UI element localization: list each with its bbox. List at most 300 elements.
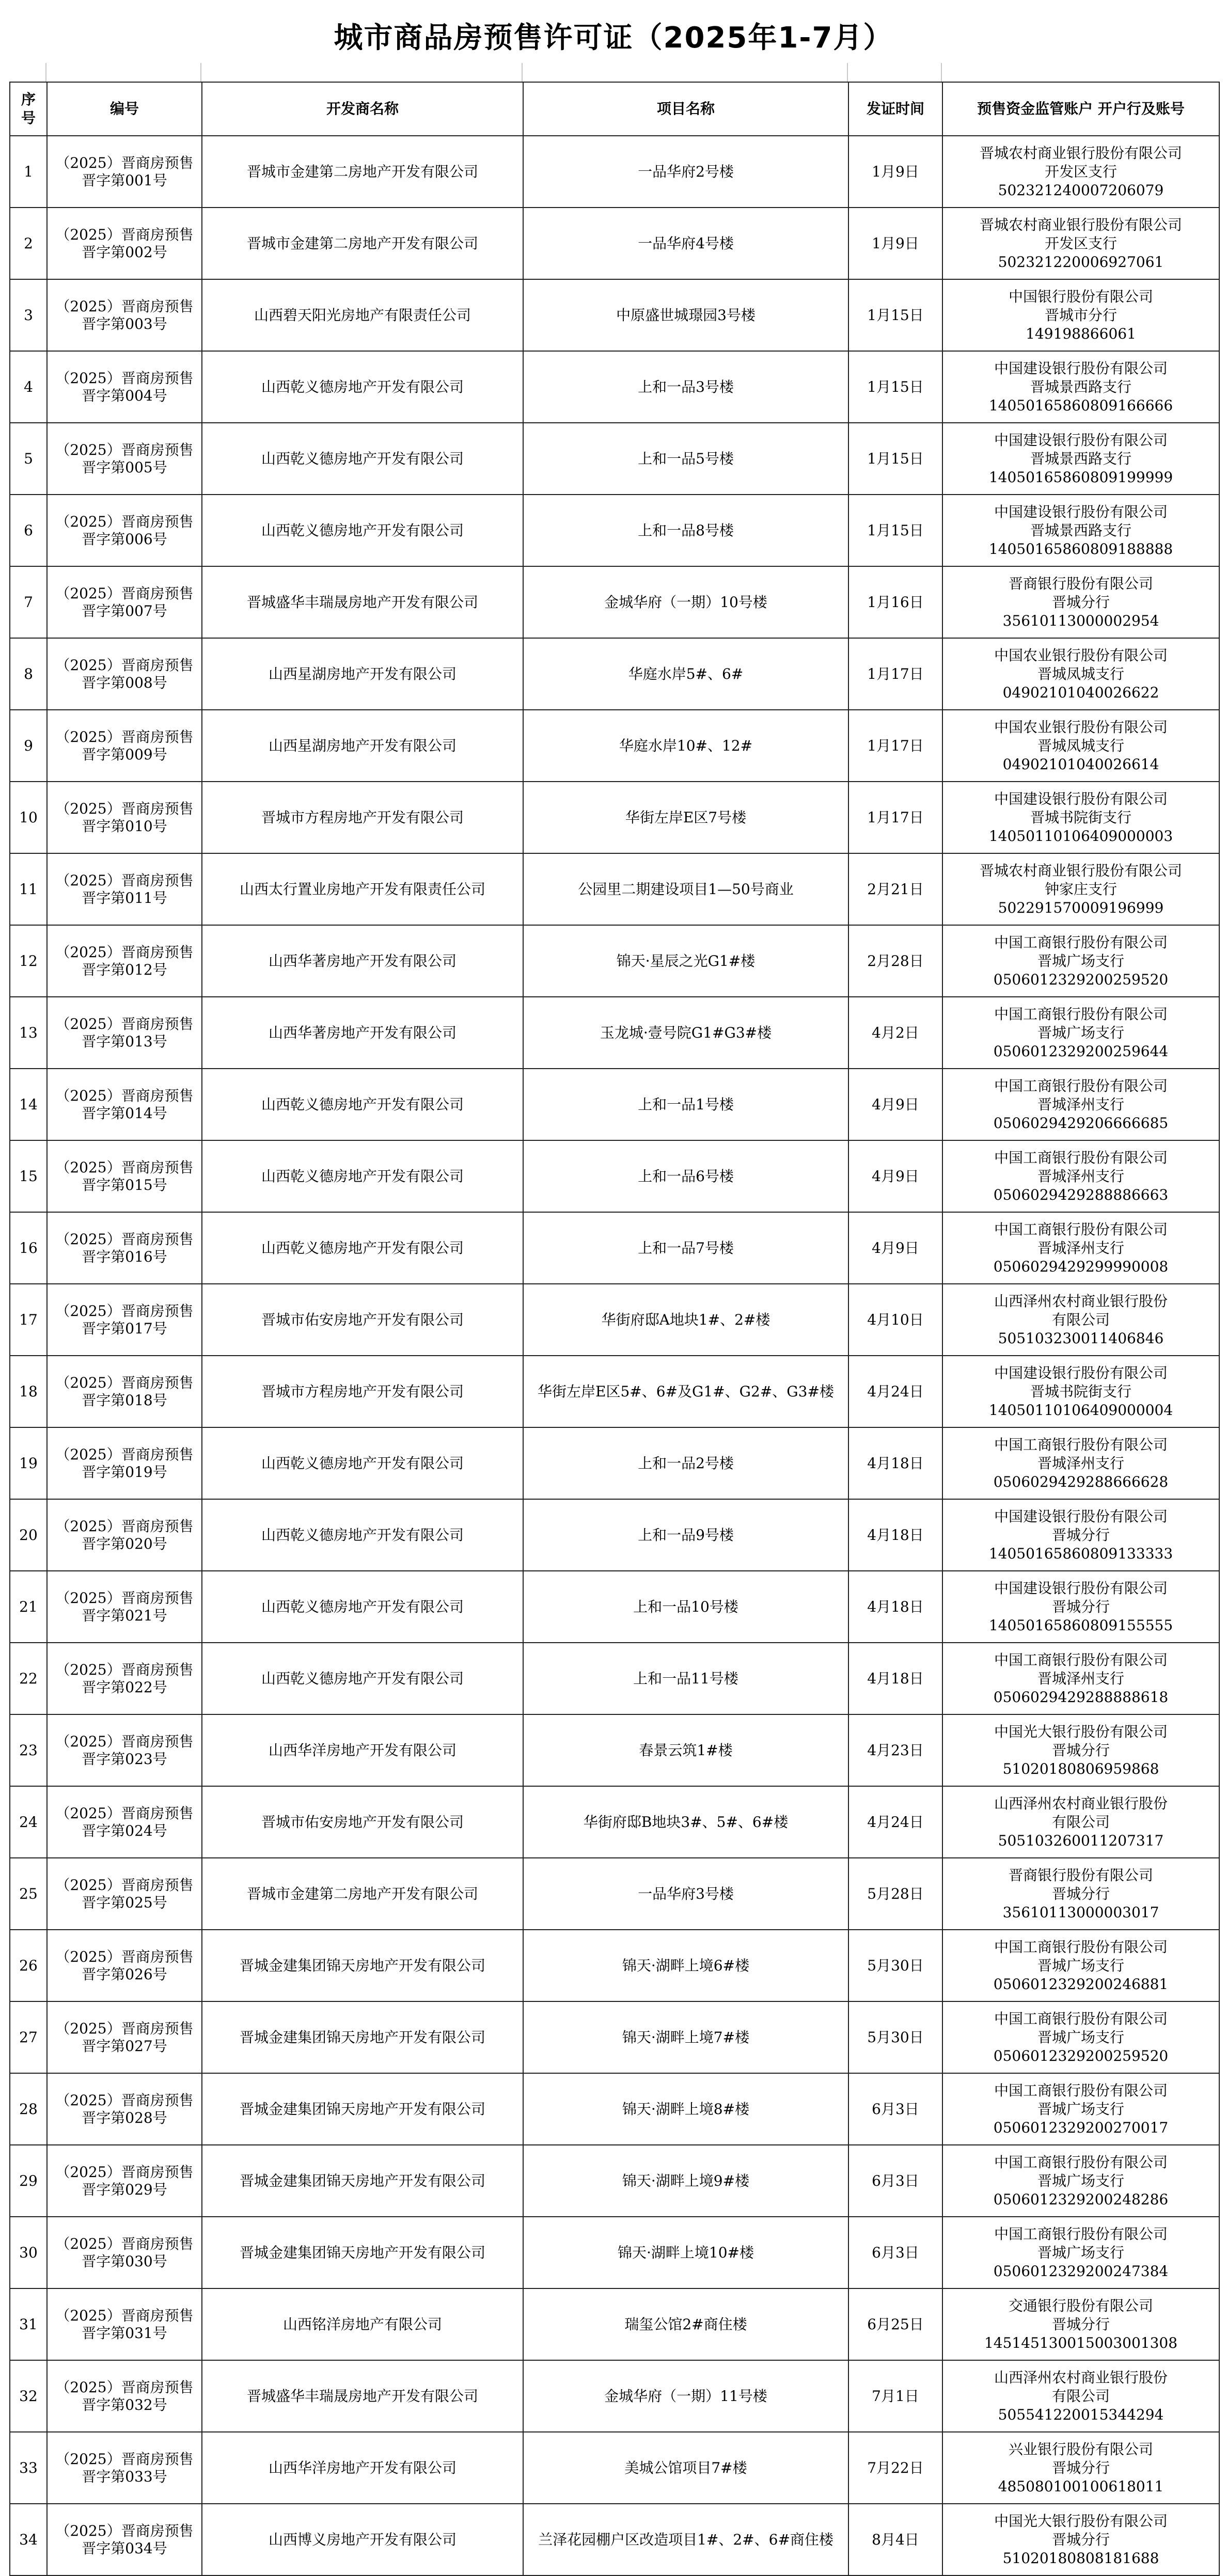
cell-developer: 晋城金建集团锦天房地产开发有限公司	[202, 2073, 523, 2145]
bank-account: 0506029429288886663	[993, 1186, 1169, 1203]
bank-account: 35610113000003017	[1002, 1903, 1159, 1921]
table-row	[10, 279, 1219, 351]
cell-project: 上和一品3号楼	[523, 351, 848, 423]
bank-branch: 晋城泽州支行	[1037, 1167, 1124, 1185]
cell-project: 上和一品6号楼	[523, 1140, 848, 1212]
cell-bank-account	[942, 1212, 1219, 1284]
bank-branch: 晋城景西路支行	[1030, 521, 1131, 539]
cell-bank-account	[942, 2001, 1219, 2073]
table-row	[10, 853, 1219, 925]
bank-account: 502321220006927061	[998, 253, 1164, 271]
cell-developer: 山西华著房地产开发有限公司	[202, 925, 523, 997]
cell-license-no: （2025）晋商房预售晋字第030号	[47, 2217, 202, 2288]
cell-date: 7月1日	[848, 2360, 942, 2432]
cell-developer: 晋城市方程房地产开发有限公司	[202, 1356, 523, 1427]
bank-account: 149198866061	[1026, 325, 1136, 342]
cell-date: 1月15日	[848, 495, 942, 566]
bank-bank: 中国光大银行股份有限公司	[994, 1723, 1168, 1740]
cell-license-no: （2025）晋商房预售晋字第004号	[47, 351, 202, 423]
cell-project: 一品华府3号楼	[523, 1858, 848, 1930]
cell-license-no: （2025）晋商房预售晋字第024号	[47, 1786, 202, 1858]
table-header-row	[10, 82, 1219, 136]
cell-seq: 30	[10, 2217, 47, 2288]
cell-bank-account	[942, 1356, 1219, 1427]
cell-date: 4月24日	[848, 1786, 942, 1858]
cell-license-no: （2025）晋商房预售晋字第023号	[47, 1714, 202, 1786]
cell-seq: 24	[10, 1786, 47, 1858]
table-row	[10, 710, 1219, 782]
cell-project: 上和一品10号楼	[523, 1571, 848, 1643]
bank-branch: 开发区支行	[1044, 234, 1117, 252]
bank-account: 14050165860809199999	[988, 468, 1173, 486]
cell-bank-account	[942, 1427, 1219, 1499]
bank-bank: 中国工商银行股份有限公司	[994, 1220, 1168, 1238]
col-header-license-no: 编号	[47, 82, 202, 136]
bank-bank: 中国农业银行股份有限公司	[994, 718, 1168, 736]
cell-project: 锦天·湖畔上境9#楼	[523, 2145, 848, 2217]
bank-bank: 中国工商银行股份有限公司	[994, 2153, 1168, 2171]
bank-account: 505103230011406846	[998, 1329, 1164, 1347]
cell-project: 上和一品2号楼	[523, 1427, 848, 1499]
cell-seq: 20	[10, 1499, 47, 1571]
cell-project: 美城公馆项目7#楼	[523, 2432, 848, 2504]
blank-spacer-row	[9, 63, 1227, 82]
cell-date: 1月16日	[848, 566, 942, 638]
cell-date: 7月22日	[848, 2432, 942, 2504]
table-row	[10, 566, 1219, 638]
presale-license-table	[9, 82, 1220, 2576]
cell-seq: 29	[10, 2145, 47, 2217]
bank-bank: 交通银行股份有限公司	[1008, 2297, 1153, 2314]
table-row	[10, 2432, 1219, 2504]
bank-branch: 晋城广场支行	[1037, 1957, 1124, 1974]
table-row	[10, 1858, 1219, 1930]
cell-date: 6月3日	[848, 2073, 942, 2145]
bank-account: 485080100100618011	[998, 2477, 1164, 2495]
table-row	[10, 1140, 1219, 1212]
cell-project: 上和一品11号楼	[523, 1643, 848, 1714]
table-row	[10, 2217, 1219, 2288]
cell-seq: 32	[10, 2360, 47, 2432]
bank-branch: 钟家庄支行	[1044, 880, 1117, 898]
cell-developer: 山西乾义德房地产开发有限公司	[202, 1571, 523, 1643]
cell-seq: 7	[10, 566, 47, 638]
cell-bank-account	[942, 1499, 1219, 1571]
cell-developer: 晋城市金建第二房地产开发有限公司	[202, 136, 523, 208]
cell-developer: 晋城金建集团锦天房地产开发有限公司	[202, 2145, 523, 2217]
cell-developer: 山西乾义德房地产开发有限公司	[202, 423, 523, 495]
cell-developer: 山西乾义德房地产开发有限公司	[202, 1499, 523, 1571]
cell-license-no: （2025）晋商房预售晋字第008号	[47, 638, 202, 710]
cell-bank-account	[942, 853, 1219, 925]
cell-date: 4月9日	[848, 1212, 942, 1284]
cell-seq: 21	[10, 1571, 47, 1643]
bank-branch: 晋城广场支行	[1037, 952, 1124, 969]
cell-date: 4月18日	[848, 1427, 942, 1499]
cell-developer: 晋城金建集团锦天房地产开发有限公司	[202, 1930, 523, 2001]
cell-bank-account	[942, 1284, 1219, 1356]
bank-bank: 中国工商银行股份有限公司	[994, 2081, 1168, 2099]
bank-account: 145145130015003001308	[984, 2334, 1178, 2351]
cell-project: 玉龙城·壹号院G1#G3#楼	[523, 997, 848, 1069]
bank-account: 0506029429206666685	[993, 1114, 1169, 1132]
bank-bank: 中国农业银行股份有限公司	[994, 646, 1168, 664]
table-row	[10, 495, 1219, 566]
bank-branch: 晋城书院街支行	[1030, 808, 1131, 826]
bank-account: 0506029429288888618	[993, 1688, 1169, 1706]
bank-bank: 中国建设银行股份有限公司	[994, 503, 1168, 520]
cell-bank-account	[942, 1643, 1219, 1714]
cell-developer: 山西华著房地产开发有限公司	[202, 997, 523, 1069]
cell-seq: 9	[10, 710, 47, 782]
cell-date: 4月23日	[848, 1714, 942, 1786]
bank-branch: 晋城凤城支行	[1037, 737, 1124, 754]
cell-license-no: （2025）晋商房预售晋字第028号	[47, 2073, 202, 2145]
cell-developer: 山西乾义德房地产开发有限公司	[202, 351, 523, 423]
bank-branch: 晋城泽州支行	[1037, 1239, 1124, 1257]
cell-date: 1月17日	[848, 782, 942, 853]
col-header-seq: 序号	[10, 82, 47, 136]
cell-date: 1月9日	[848, 208, 942, 279]
bank-account: 502291570009196999	[998, 899, 1164, 916]
bank-bank: 中国工商银行股份有限公司	[994, 1077, 1168, 1094]
bank-branch: 晋城泽州支行	[1037, 1669, 1124, 1687]
bank-account: 14050165860809166666	[988, 396, 1173, 414]
bank-account: 35610113000002954	[1002, 612, 1159, 629]
cell-seq: 33	[10, 2432, 47, 2504]
cell-developer: 晋城市金建第二房地产开发有限公司	[202, 208, 523, 279]
bank-branch: 晋城广场支行	[1037, 2172, 1124, 2189]
cell-license-no: （2025）晋商房预售晋字第031号	[47, 2288, 202, 2360]
cell-license-no: （2025）晋商房预售晋字第001号	[47, 136, 202, 208]
cell-project: 瑞玺公馆2#商住楼	[523, 2288, 848, 2360]
cell-project: 春景云筑1#楼	[523, 1714, 848, 1786]
cell-project: 华庭水岸10#、12#	[523, 710, 848, 782]
cell-developer: 晋城盛华丰瑞晟房地产开发有限公司	[202, 2360, 523, 2432]
bank-bank: 中国工商银行股份有限公司	[994, 1651, 1168, 1668]
cell-license-no: （2025）晋商房预售晋字第002号	[47, 208, 202, 279]
bank-branch: 晋城分行	[1051, 2315, 1110, 2333]
cell-license-no: （2025）晋商房预售晋字第006号	[47, 495, 202, 566]
cell-project: 华街府邸B地块3#、5#、6#楼	[523, 1786, 848, 1858]
cell-date: 4月9日	[848, 1069, 942, 1140]
bank-bank: 中国建设银行股份有限公司	[994, 431, 1168, 449]
bank-account: 0506012329200247384	[993, 2262, 1169, 2280]
cell-project: 上和一品7号楼	[523, 1212, 848, 1284]
cell-license-no: （2025）晋商房预售晋字第019号	[47, 1427, 202, 1499]
cell-date: 1月15日	[848, 279, 942, 351]
bank-branch: 晋城书院街支行	[1030, 1382, 1131, 1400]
table-row	[10, 423, 1219, 495]
bank-account: 14050110106409000004	[988, 1401, 1173, 1419]
cell-date: 1月17日	[848, 710, 942, 782]
bank-branch: 晋城景西路支行	[1030, 378, 1131, 395]
page-title: 城市商品房预售许可证（2025年1-7月）	[334, 21, 893, 55]
cell-project: 华庭水岸5#、6#	[523, 638, 848, 710]
cell-license-no: （2025）晋商房预售晋字第034号	[47, 2504, 202, 2575]
cell-bank-account	[942, 925, 1219, 997]
cell-project: 一品华府2号楼	[523, 136, 848, 208]
cell-license-no: （2025）晋商房预售晋字第032号	[47, 2360, 202, 2432]
cell-project: 金城华府（一期）10号楼	[523, 566, 848, 638]
cell-date: 4月9日	[848, 1140, 942, 1212]
bank-branch: 晋城凤城支行	[1037, 665, 1124, 682]
table-row	[10, 638, 1219, 710]
bank-account: 14050165860809133333	[988, 1545, 1173, 1562]
bank-account: 0506012329200259520	[993, 2047, 1169, 2064]
cell-seq: 19	[10, 1427, 47, 1499]
bank-bank: 晋商银行股份有限公司	[1008, 1866, 1153, 1884]
cell-seq: 10	[10, 782, 47, 853]
cell-date: 4月18日	[848, 1571, 942, 1643]
table-row	[10, 2001, 1219, 2073]
cell-seq: 3	[10, 279, 47, 351]
cell-license-no: （2025）晋商房预售晋字第026号	[47, 1930, 202, 2001]
bank-bank: 山西泽州农村商业银行股份	[994, 1794, 1168, 1812]
cell-license-no: （2025）晋商房预售晋字第005号	[47, 423, 202, 495]
bank-branch: 晋城分行	[1051, 2531, 1110, 2548]
cell-date: 4月24日	[848, 1356, 942, 1427]
table-row	[10, 351, 1219, 423]
cell-bank-account	[942, 1930, 1219, 2001]
cell-project: 中原盛世城璟园3号楼	[523, 279, 848, 351]
bank-bank: 中国建设银行股份有限公司	[994, 359, 1168, 377]
cell-seq: 28	[10, 2073, 47, 2145]
cell-seq: 4	[10, 351, 47, 423]
bank-account: 51020180808181688	[1002, 2549, 1159, 2567]
cell-license-no: （2025）晋商房预售晋字第025号	[47, 1858, 202, 1930]
cell-bank-account	[942, 2432, 1219, 2504]
bank-account: 0506029429288666628	[993, 1473, 1169, 1490]
cell-developer: 山西乾义德房地产开发有限公司	[202, 1069, 523, 1140]
bank-account: 0506029429299990008	[993, 1258, 1169, 1275]
cell-project: 锦天·湖畔上境8#楼	[523, 2073, 848, 2145]
bank-bank: 山西泽州农村商业银行股份	[994, 2368, 1168, 2386]
bank-bank: 中国工商银行股份有限公司	[994, 933, 1168, 951]
bank-account: 0506012329200246881	[993, 1975, 1169, 1993]
bank-bank: 中国工商银行股份有限公司	[994, 1938, 1168, 1955]
cell-developer: 晋城市方程房地产开发有限公司	[202, 782, 523, 853]
cell-license-no: （2025）晋商房预售晋字第013号	[47, 997, 202, 1069]
cell-bank-account	[942, 495, 1219, 566]
table-row	[10, 2504, 1219, 2575]
cell-license-no: （2025）晋商房预售晋字第027号	[47, 2001, 202, 2073]
cell-project: 兰泽花园棚户区改造项目1#、2#、6#商住楼	[523, 2504, 848, 2575]
cell-bank-account	[942, 1140, 1219, 1212]
cell-bank-account	[942, 997, 1219, 1069]
bank-branch: 晋城泽州支行	[1037, 1095, 1124, 1113]
bank-branch: 有限公司	[1051, 1813, 1110, 1831]
table-row	[10, 1427, 1219, 1499]
bank-bank: 中国工商银行股份有限公司	[994, 2225, 1168, 2243]
cell-project: 公园里二期建设项目1—50号商业	[523, 853, 848, 925]
cell-seq: 23	[10, 1714, 47, 1786]
bank-branch: 晋城分行	[1051, 1526, 1110, 1544]
bank-branch: 有限公司	[1051, 2387, 1110, 2405]
bank-bank: 中国银行股份有限公司	[1008, 288, 1153, 305]
bank-bank: 山西泽州农村商业银行股份	[994, 1292, 1168, 1310]
cell-bank-account	[942, 638, 1219, 710]
cell-project: 华街左岸E区5#、6#及G1#、G2#、G3#楼	[523, 1356, 848, 1427]
cell-developer: 山西乾义德房地产开发有限公司	[202, 495, 523, 566]
col-header-account: 预售资金监管账户 开户行及账号	[942, 82, 1219, 136]
table-row	[10, 782, 1219, 853]
bank-branch: 晋城广场支行	[1037, 2244, 1124, 2261]
cell-date: 1月15日	[848, 423, 942, 495]
table-row	[10, 1069, 1219, 1140]
bank-bank: 晋城农村商业银行股份有限公司	[979, 144, 1182, 162]
bank-bank: 中国工商银行股份有限公司	[994, 1005, 1168, 1023]
bank-account: 505103260011207317	[998, 1832, 1164, 1849]
cell-bank-account	[942, 1069, 1219, 1140]
cell-seq: 11	[10, 853, 47, 925]
bank-branch: 开发区支行	[1044, 163, 1117, 180]
cell-developer: 山西华洋房地产开发有限公司	[202, 1714, 523, 1786]
table-row	[10, 136, 1219, 208]
cell-date: 1月15日	[848, 351, 942, 423]
table-row	[10, 1643, 1219, 1714]
cell-license-no: （2025）晋商房预售晋字第020号	[47, 1499, 202, 1571]
cell-bank-account	[942, 2145, 1219, 2217]
cell-bank-account	[942, 1714, 1219, 1786]
cell-license-no: （2025）晋商房预售晋字第007号	[47, 566, 202, 638]
table-row	[10, 1212, 1219, 1284]
cell-license-no: （2025）晋商房预售晋字第011号	[47, 853, 202, 925]
cell-date: 5月28日	[848, 1858, 942, 1930]
cell-date: 5月30日	[848, 2001, 942, 2073]
table-row	[10, 2360, 1219, 2432]
cell-developer: 晋城盛华丰瑞晟房地产开发有限公司	[202, 566, 523, 638]
cell-developer: 晋城市佑安房地产开发有限公司	[202, 1786, 523, 1858]
cell-date: 6月3日	[848, 2217, 942, 2288]
cell-project: 一品华府4号楼	[523, 208, 848, 279]
cell-license-no: （2025）晋商房预售晋字第010号	[47, 782, 202, 853]
bank-branch: 晋城广场支行	[1037, 2100, 1124, 2118]
col-header-developer: 开发商名称	[202, 82, 523, 136]
bank-account: 0506012329200270017	[993, 2119, 1169, 2136]
bank-branch: 晋城分行	[1051, 2459, 1110, 2476]
cell-seq: 26	[10, 1930, 47, 2001]
bank-account: 14050165860809155555	[988, 1616, 1173, 1634]
cell-license-no: （2025）晋商房预售晋字第017号	[47, 1284, 202, 1356]
cell-project: 上和一品1号楼	[523, 1069, 848, 1140]
table-row	[10, 925, 1219, 997]
table-row	[10, 997, 1219, 1069]
cell-bank-account	[942, 423, 1219, 495]
cell-project: 锦天·湖畔上境7#楼	[523, 2001, 848, 2073]
bank-branch: 晋城分行	[1051, 1598, 1110, 1615]
cell-project: 华街府邸A地块1#、2#楼	[523, 1284, 848, 1356]
cell-seq: 16	[10, 1212, 47, 1284]
bank-bank: 晋商银行股份有限公司	[1008, 575, 1153, 592]
cell-seq: 31	[10, 2288, 47, 2360]
cell-bank-account	[942, 2504, 1219, 2575]
cell-bank-account	[942, 2073, 1219, 2145]
cell-seq: 6	[10, 495, 47, 566]
cell-developer: 山西博义房地产开发有限公司	[202, 2504, 523, 2575]
bank-branch: 晋城分行	[1051, 1885, 1110, 1902]
cell-date: 6月25日	[848, 2288, 942, 2360]
cell-bank-account	[942, 351, 1219, 423]
bank-bank: 中国工商银行股份有限公司	[994, 1149, 1168, 1166]
cell-developer: 山西铭洋房地产有限公司	[202, 2288, 523, 2360]
cell-bank-account	[942, 782, 1219, 853]
table-row	[10, 1714, 1219, 1786]
cell-seq: 5	[10, 423, 47, 495]
cell-project: 锦天·湖畔上境6#楼	[523, 1930, 848, 2001]
cell-seq: 14	[10, 1069, 47, 1140]
bank-branch: 晋城广场支行	[1037, 2028, 1124, 2046]
cell-seq: 22	[10, 1643, 47, 1714]
bank-account: 0506012329200259644	[993, 1042, 1169, 1060]
bank-bank: 中国工商银行股份有限公司	[994, 1436, 1168, 1453]
cell-project: 上和一品8号楼	[523, 495, 848, 566]
bank-branch: 有限公司	[1051, 1311, 1110, 1328]
cell-developer: 晋城金建集团锦天房地产开发有限公司	[202, 2001, 523, 2073]
bank-account: 0506012329200248286	[993, 2190, 1169, 2208]
cell-developer: 山西星湖房地产开发有限公司	[202, 710, 523, 782]
cell-license-no: （2025）晋商房预售晋字第033号	[47, 2432, 202, 2504]
cell-developer: 山西乾义德房地产开发有限公司	[202, 1643, 523, 1714]
bank-account: 14050165860809188888	[988, 540, 1173, 558]
bank-account: 04902101040026614	[1002, 755, 1159, 773]
cell-project: 锦天·星辰之光G1#楼	[523, 925, 848, 997]
cell-bank-account	[942, 1858, 1219, 1930]
cell-developer: 晋城市佑安房地产开发有限公司	[202, 1284, 523, 1356]
cell-license-no: （2025）晋商房预售晋字第014号	[47, 1069, 202, 1140]
bank-branch: 晋城分行	[1051, 593, 1110, 611]
bank-branch: 晋城分行	[1051, 1741, 1110, 1759]
cell-seq: 1	[10, 136, 47, 208]
table-row	[10, 1356, 1219, 1427]
table-row	[10, 1571, 1219, 1643]
bank-bank: 中国建设银行股份有限公司	[994, 1364, 1168, 1381]
table-row	[10, 2145, 1219, 2217]
cell-license-no: （2025）晋商房预售晋字第018号	[47, 1356, 202, 1427]
cell-seq: 34	[10, 2504, 47, 2575]
table-row	[10, 2073, 1219, 2145]
cell-bank-account	[942, 208, 1219, 279]
cell-license-no: （2025）晋商房预售晋字第009号	[47, 710, 202, 782]
cell-seq: 27	[10, 2001, 47, 2073]
table-row	[10, 2288, 1219, 2360]
cell-seq: 12	[10, 925, 47, 997]
cell-seq: 15	[10, 1140, 47, 1212]
cell-license-no: （2025）晋商房预售晋字第022号	[47, 1643, 202, 1714]
bank-account: 505541220015344294	[998, 2406, 1164, 2423]
cell-date: 2月28日	[848, 925, 942, 997]
table-row	[10, 1930, 1219, 2001]
table-row	[10, 1499, 1219, 1571]
cell-project: 金城华府（一期）11号楼	[523, 2360, 848, 2432]
cell-project: 上和一品5号楼	[523, 423, 848, 495]
bank-account: 51020180806959868	[1002, 1760, 1159, 1777]
col-header-date: 发证时间	[848, 82, 942, 136]
cell-seq: 17	[10, 1284, 47, 1356]
bank-bank: 中国工商银行股份有限公司	[994, 2010, 1168, 2027]
bank-bank: 中国建设银行股份有限公司	[994, 1579, 1168, 1597]
bank-bank: 兴业银行股份有限公司	[1008, 2440, 1153, 2458]
cell-date: 4月10日	[848, 1284, 942, 1356]
bank-branch: 晋城景西路支行	[1030, 450, 1131, 467]
cell-developer: 山西华洋房地产开发有限公司	[202, 2432, 523, 2504]
cell-seq: 13	[10, 997, 47, 1069]
bank-branch: 晋城广场支行	[1037, 1024, 1124, 1041]
bank-account: 04902101040026622	[1002, 683, 1159, 701]
cell-date: 4月2日	[848, 997, 942, 1069]
table-row	[10, 208, 1219, 279]
cell-license-no: （2025）晋商房预售晋字第012号	[47, 925, 202, 997]
